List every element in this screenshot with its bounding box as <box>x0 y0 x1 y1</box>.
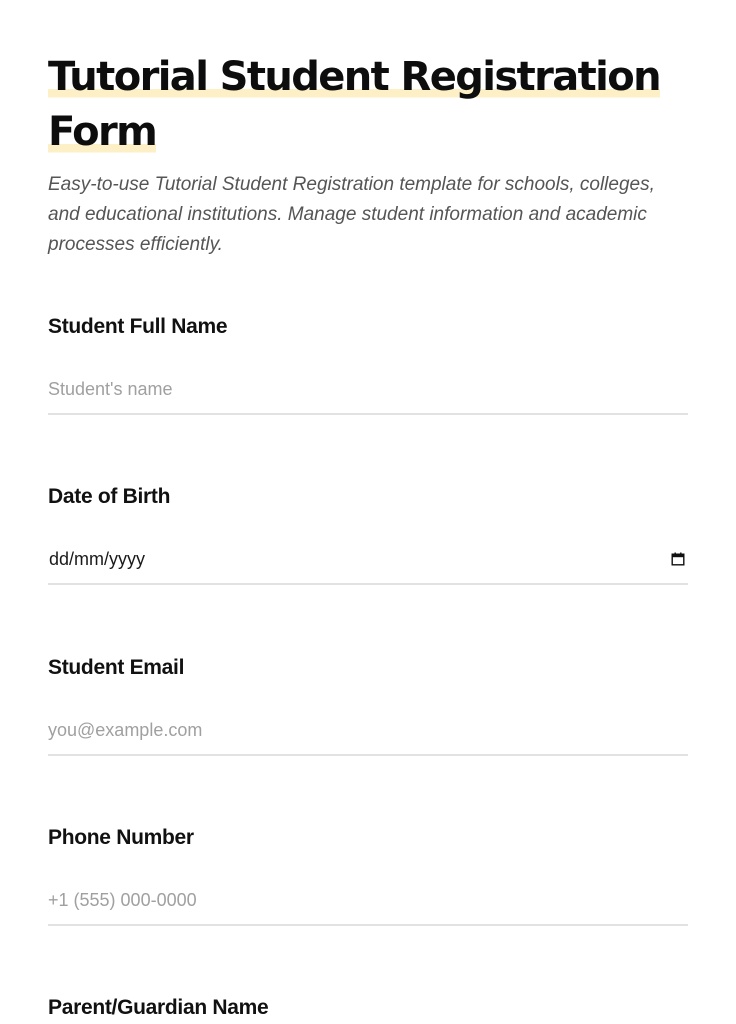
calendar-icon[interactable] <box>671 552 685 566</box>
form-title-text: Tutorial Student Registration Form <box>48 54 661 155</box>
field-parent-guardian-name <box>48 996 688 1024</box>
parent-guardian-name-label: Parent/Guardian Name <box>48 996 269 1019</box>
date-of-birth-placeholder: dd/mm/yyyy <box>49 549 146 569</box>
phone-number-input-wrapper <box>48 888 688 926</box>
student-full-name-label: Student Full Name <box>48 315 228 338</box>
field-student-full-name <box>48 315 688 415</box>
field-date-of-birth <box>48 485 688 585</box>
phone-number-label: Phone Number <box>48 826 194 849</box>
student-email-input[interactable] <box>48 718 688 742</box>
student-full-name-input[interactable] <box>48 377 688 401</box>
date-of-birth-input[interactable] <box>48 547 688 585</box>
form-title <box>48 50 688 160</box>
date-of-birth-label: Date of Birth <box>48 485 171 508</box>
phone-number-input[interactable] <box>48 888 688 912</box>
field-student-email <box>48 656 688 756</box>
student-email-input-wrapper <box>48 718 688 756</box>
student-full-name-input-wrapper <box>48 377 688 415</box>
form-description: Easy-to-use Tutorial Student Registration template for schools, colleges, and educational institutions. Manage student information and academic processes efficiently. <box>48 174 655 255</box>
student-email-label: Student Email <box>48 656 185 679</box>
field-phone-number <box>48 826 688 926</box>
